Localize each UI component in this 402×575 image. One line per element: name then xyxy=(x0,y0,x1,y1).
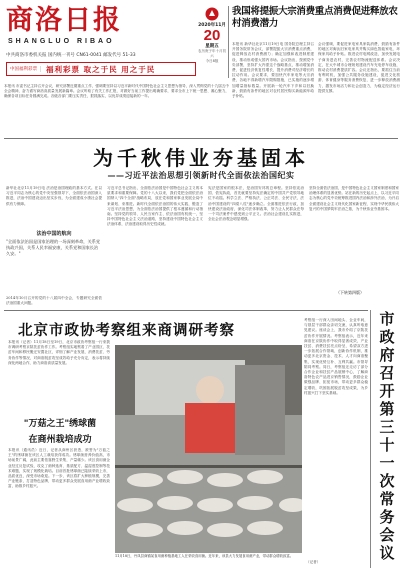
top-story-headline[interactable]: 我国将提振大宗消费重点消费促进释放农村消费潜力 xyxy=(232,6,398,29)
section-rule xyxy=(4,138,398,139)
section-rule-2 xyxy=(4,310,368,311)
mushroom-body: 本报讯（通讯员）近日，记者从商州区获悉，被誉为"万菇之王"的绣球菌在该区人工栽培获得成功。绣球菌营养价值高，市场前景广阔，此前主要依靠野生采集，产量稀少。该区食用菌企业经过反复试验，攻克了菌种选育、基质配方、温湿度控制等技术难题，实现了规模化栽培。目前首批绣球菌已陆续采收上市，品质优良，深受市场欢迎。下一步，该区将扩大种植规模，完善产业链条，打造特色品牌，带动更多群众发展食用菌产业增收致富，助推乡村振兴。 xyxy=(8,448,110,489)
date-issue: 今日8版 xyxy=(205,59,219,63)
beijing-headline[interactable]: 北京市政协考察组来商调研考察 xyxy=(18,323,235,339)
mushroom-headline[interactable] xyxy=(10,416,110,445)
beijing-body-2: 考察组一行深入田间地头、企业车间，与基层干部群众亲切交流，认真听取意见建议。座谈会上，我市介绍了京陕扶贫协作开展情况。考察组表示，近年来商洛在京陕协作中取得显著成效，产业扶贫、消费扶贫亮点纷呈，希望双方进一步拓展合作领域，创新协作机制，推动更多北京资金、技术、人才向商洛聚集，实现优势互补、互利共赢。市领导陪同考察。同日，考察组还走访了部分合作企业和扶贫产品展销中心，了解商洛特色农产品进京销售情况，鼓励企业做强品牌、拓宽市场，带动更多群众稳定增收，巩固拓展脱贫攻坚成果，为乡村振兴打下坚实基础。 xyxy=(304,318,368,395)
date-weekday: 星期五 xyxy=(205,44,219,49)
lottery-ad[interactable] xyxy=(6,62,196,76)
date-day: 20 xyxy=(203,27,221,44)
lead-body-4: 坚持全面依法治国，是中国特色社会主义国家制度和国家治理体系的显著优势。站在新的历史起点上，以习近平同志为核心的党中央统筹推进国内法治和涉外法治，为开启全面建设社会主义现代化国家新征程、实现中华民族伟大复兴的中国梦筑牢法治之基，为千秋伟业夯基固本。 xyxy=(309,186,399,211)
masthead xyxy=(4,4,198,82)
mushroom-photo xyxy=(115,345,302,553)
lottery-slogan: 福利彩票 取之于民 用之于民 xyxy=(46,64,156,74)
quote-heading: 法治中国的航向 xyxy=(36,231,72,237)
council-meeting-headline[interactable]: 市政府召开第三十一次常务会议 xyxy=(379,310,395,562)
top-story-body: 本报讯 新华社北京11月19日电 国务院总理主持召开国务院常务会议，部署提振大宗消费重点消费，促进释放农村消费潜力；确定加强和改进制度建设，推动形成强大国内市场。会议指出，按照党中央部署，坚持扩大内需这个战略基点，推动增加消费，促进经济恢复性增长，提升消费对经济增长的拉动作用。会议要求，要加快汽车家电等大宗消费，各地不得新增汽车限购措施，已实施的逐步增加增量指标数量。开展新一轮汽车下乡和以旧换新，鼓励有条件的地区对农村居民购买新能源车给予补贴。 xyxy=(232,42,314,99)
divider xyxy=(228,6,229,78)
date-year-month: 2020年11月 xyxy=(198,23,226,28)
council-byline: （记者） xyxy=(306,560,321,564)
newspaper-logo: 商洛日报 xyxy=(6,5,122,36)
lead-headline[interactable]: 为千秋伟业夯基固本 xyxy=(93,146,309,170)
lead-body-3: 宪法是国家的根本法，是治国安邦的总章程。坚持依宪治国、依宪执政，首先就要坚持宪法确定的中国共产党领导地位不动摇。科学立法、严格执法、公正司法、全民守法，法治中国建设的"四梁八柱"逐步确立。全面推进依法行政，加快建设法治政府，深化司法体制改革，努力让人民群众在每一个司法案件中感受到公平正义。法治社会建设扎实推进，全社会法治观念明显增强。 xyxy=(208,186,304,222)
mushroom-headline-line2: 在商州栽培成功 xyxy=(28,435,92,445)
lead-quote-box xyxy=(6,230,102,294)
quote-body: "全面依法治国是国家治理的一场深刻革命，关系党执政兴国，关系人民幸福安康，关系党和国家长治久安。" xyxy=(6,239,101,256)
date-box xyxy=(198,6,226,78)
lead-body-2: 习近平总书记指出，全面依法治国是中国特色社会主义的本质要求和重要保障。党的十八大以来，我们党把全面依法治国纳入"四个全面"战略布局，放在党和国家事业发展全局中来谋划、来推进。新时代全面依法治国的伟大实践，锻造了习近平法治思想，为全面依法治国提供了根本遵循和行动指南。坚持党的领导、人民当家作主、依法治国有机统一，坚持中国特色社会主义法治道路，坚持建设中国特色社会主义法治体系，法治建设取得历史性成就。 xyxy=(107,186,203,227)
top-story-body-2: 会议强调，要促进家电家具家装消费，鼓励有条件的地区对淘汰旧家电家具并购买绿色智能家电、环保家具给予补贴。推进农村电网改造，加快发展电子商务进农村，完善农村物流配送体系。会议决定，在大中城市合理规划建设汽车充电停车设施，推动农村消费提质扩容。会议还指出，要抓住当前有利时机，加强公共服务设施建设，促进文化旅游、体育健身等服务消费恢复，进一步释放消费潜力，激发市场活力和社会创造力，为稳定经济运行提供支撑。 xyxy=(318,42,400,93)
divider-vertical xyxy=(370,310,371,568)
newspaper-pinyin: SHANGLUO RIBAO xyxy=(8,38,115,45)
beijing-body-1: 本报讯（记者）11月18日至19日，北京市政协考察组一行来我市调研考察京陕扶贫协作工作。考察组实地察看了产业园区、扶贫车间和移民搬迁安置社区，详细了解产业发展、消费扶贫、劳务协作等情况，对商洛脱贫攻坚成效给予充分肯定，表示将持续深化两地合作，助力商洛高质量发展。 xyxy=(8,340,110,365)
lead-body-1b: 2014年10月召开的党的十八届四中全会，专题研究全面依法治国重大问题。 xyxy=(6,296,102,306)
mushroom-headline-line1: "万菇之王"绣球菌 xyxy=(23,419,97,429)
lottery-logo: 中国福利彩票 xyxy=(7,66,41,72)
lead-body-1: 新华社北京11月19日电 法治是治国理政的基本方式。在以习近平同志为核心的党中央坚强领导下，全面依法治国深入推进，法治中国建设迈出坚实步伐，为全面建成小康社会提供有力保障。 xyxy=(6,186,102,206)
rooster-icon xyxy=(205,6,219,20)
continued-note: （下转第四版） xyxy=(336,290,364,295)
photo-caption: 11月18日，丹凤县商镇某食用菌种植基地工人在采收食用菌。近年来，该县大力发展食用菌产业，带动群众增收致富。 xyxy=(115,554,294,558)
date-lunar: 农历庚子年十月初六 xyxy=(198,49,226,58)
lead-subtitle: ——习近平法治思想引领新时代全面依法治国纪实 xyxy=(107,171,295,180)
publication-meta: 中共商洛市委机关报 国内统一刊号 CN61-0041 邮发代号 51-33 xyxy=(6,53,136,58)
masthead-brief: 本报讯 市委书记主持召开会议，研究部署近期重点工作，强调要坚持以习近平新时代中国特色社会主义思想为指导，深入贯彻党的十九届五中全会精神，奋力谱写商洛高质量发展新篇章。会议听取了有关工作汇报，对做好当前工作提出明确要求，要求全市上下统一思想、凝心聚力，确保各项目标任务圆满完成。各级各部门要压实责任，狠抓落实，以优异成绩迎接新的一年。 xyxy=(4,84,229,99)
